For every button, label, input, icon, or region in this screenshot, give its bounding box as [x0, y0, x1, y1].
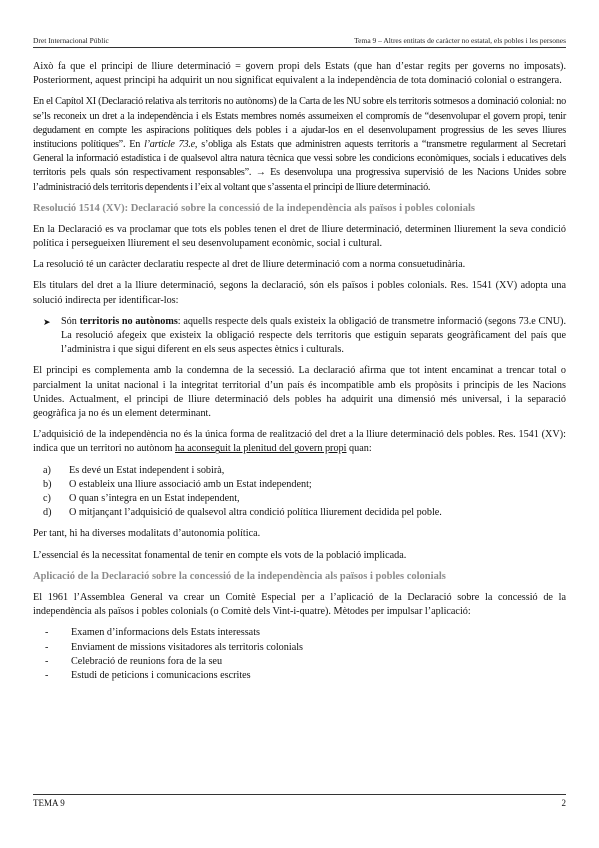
paragraph-chapter-xi-continuation: , s’obliga als Estats que administren aquests territoris a “transmetre regularment al Secretari General la informació estadística i de qualsevol altra natura tècnica que vessi sobre les condicions econòmiques, socials i educatives dels territoris pels quals són respectivament responsables”. → Es desenvolupa una progressiva supervisió de les Nacions Unides sobre l’administració dels territoris dependents i l’eix al voltant que s’assenta el principi de lliure determinació.	[33, 139, 566, 193]
bullet-text-lead: Són	[61, 315, 80, 327]
paragraph-forms-text: L’adquisició de la independència no és la única forma de realització del dret a la lliure determinació dels pobles. Res. 1541 (XV): indica que un territori no autònom	[33, 429, 566, 455]
list-item-text: O estableix una lliure associació amb un Estat independent;	[69, 478, 312, 490]
footer-topic: TEMA 9	[33, 798, 65, 808]
paragraph-chapter-xi	[33, 95, 566, 194]
list-item	[33, 641, 566, 655]
page-body	[33, 60, 566, 690]
underlined-phrase: ha aconseguit la plenitud del govern propi	[175, 443, 347, 455]
list-item-text: O mitjançant l’adquisició de qualsevol altra condició política lliurement decidida pel poble.	[69, 507, 442, 519]
paragraph-modalities: Per tant, hi ha diverses modalitats d’autonomia política.	[33, 528, 261, 540]
paragraph-chapter-xi-text: En el Capítol XI (Declaració relativa als territoris no autònoms) de la Carta de les NU sobre els territoris sotmesos a dominació colonial: no se’ls reconeix un dret a la independència i els Estats membres només assumeixen el compromís de “desenvolupar el govern propi, tenir degudament en compte les aspiracions polítiques dels pobles i a ajudar-los en el desenvolupament progressius de les seves lliures institucions polítiques”. En	[33, 96, 566, 151]
header-course-title: Dret Internacional Públic	[33, 36, 109, 45]
list-item-label: b)	[43, 478, 52, 490]
bullet-definition: : aquells respecte dels quals existeix la obligació de transmetre informació (segons 73.e CNU). La resolució afegeix que existeix la obligació respecte dels territoris que estiguin separats geogràficament del país que l’administra i que sigui diferent en els seus aspectes ètnics i culturals.	[61, 315, 566, 356]
page-number: 2	[561, 798, 566, 808]
paragraph-special-committee: El 1961 l’Assemblea General va crear un Comitè Especial per a l’aplicació de la Declaració sobre la concessió de la independència als països i pobles colonials (o Comitè dels Vint-i-quatre). Mètodes per impulsar l’aplicació:	[33, 591, 566, 618]
list-item-text: Enviament de missions visitadores als territoris colonials	[71, 641, 304, 653]
paragraph-forms-ending: quan:	[346, 443, 372, 455]
bullet-term: territoris no autònoms	[79, 315, 178, 327]
section-heading-application: Aplicació de la Declaració sobre la concessió de la independència als països i pobles colonials	[33, 570, 446, 582]
bullet-text	[61, 315, 566, 358]
list-item-label: -	[45, 627, 49, 639]
list-item-text: Es devé un Estat independent i sobirà,	[69, 464, 225, 476]
list-item	[33, 669, 566, 683]
list-item-label: -	[45, 669, 49, 681]
list-item-label: c)	[43, 493, 51, 505]
paragraph-secession: El principi es complementa amb la condemna de la secessió. La declaració afirma que tot intent encaminat a trencar total o parcialment la unitat nacional i la integritat territorial d’un país és incompatible amb els propòsits i principis de les Nacions Unides. Actualment, el principi de lliure determinació dels pobles ha adquirit una dimensió més universal, i la separació geogràfica ja no és un element determinant.	[33, 365, 566, 420]
page-header	[33, 36, 566, 48]
list-item	[33, 626, 566, 640]
list-item-label: a)	[43, 464, 51, 476]
list-item	[33, 478, 566, 492]
list-item-text: O quan s’integra en un Estat independent,	[69, 493, 240, 505]
paragraph-declarative-character: La resolució té un caràcter declaratiu respecte al dret de lliure determinació com a norma consuetudinària.	[33, 259, 466, 271]
paragraph-rights-holders: Els titulars del dret a la lliure determinació, segons la declaració, són els països i pobles colonials. Res. 1541 (XV) adopta una solució indirecta per identificar-los:	[33, 280, 566, 306]
dash-list	[33, 626, 566, 683]
paragraph-essential: L’essencial és la necessitat fonamental de tenir en compte els vots de la població implicada.	[33, 549, 407, 561]
list-item-text: Examen d’informacions dels Estats interessats	[71, 627, 260, 639]
header-chapter-title: Tema 9 – Altres entitats de caràcter no estatal, els pobles i les persones	[354, 36, 566, 45]
page-footer	[33, 794, 566, 808]
list-item-label: d)	[43, 507, 52, 519]
list-item	[33, 655, 566, 669]
list-item-label: -	[45, 641, 49, 653]
list-item-label: -	[45, 655, 49, 667]
alpha-list	[33, 464, 566, 521]
arrow-bullet-icon: ➤	[43, 316, 51, 327]
list-item	[33, 506, 566, 520]
paragraph-self-government: Això fa que el principi de lliure determinació = govern propi dels Estats (que han d’estar regits per governs no imposats). Posteriorment, aquest principi ha adquirit un nou significat equivalent a la independència de tota dominació colonial o estrangera.	[33, 61, 566, 87]
list-item	[33, 464, 566, 478]
section-heading-resolution-1514: Resolució 1514 (XV): Declaració sobre la concessió de la independència als països i pobles colonials	[33, 202, 475, 214]
list-item-text: Celebració de reunions fora de la seu	[71, 655, 223, 667]
list-item	[33, 492, 566, 506]
article-reference: l’article 73.e	[144, 139, 195, 151]
paragraph-declaration: En la Declaració es va proclamar que tots els pobles tenen el dret de lliure determinació, determinen lliurement la seva condició política i persegueixen lliurement el seu desenvolupament econòmic, social i cultural.	[33, 223, 566, 250]
list-item-text: Estudi de peticions i comunicacions escrites	[71, 669, 251, 681]
paragraph-self-government-forms	[33, 428, 566, 456]
bullet-non-autonomous-territories	[33, 315, 566, 358]
